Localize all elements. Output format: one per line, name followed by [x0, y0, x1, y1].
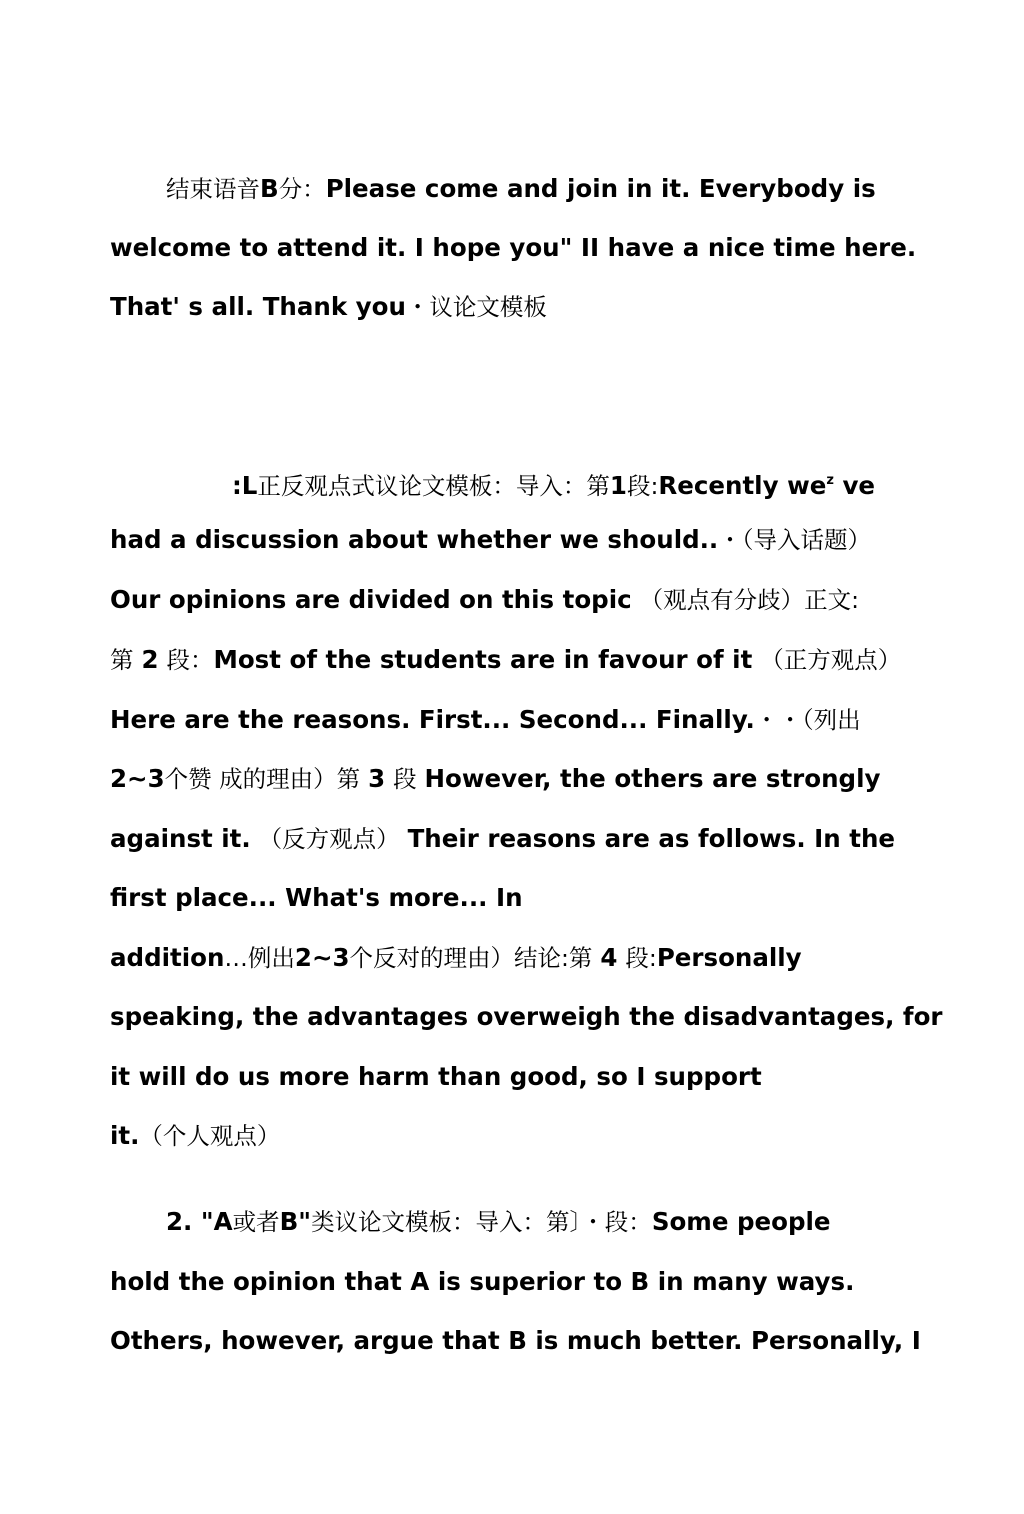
text-line	[110, 1119, 920, 1153]
text-run: 类议论文模板：导入：第〕・段：	[311, 1208, 652, 1236]
text-run: 2~3	[294, 943, 350, 972]
text-run: it will do us more harm than good, so I support	[110, 1062, 762, 1091]
text-run: welcome to attend it. I hope you" II have a nice time here.	[110, 233, 917, 262]
text-run: （观点有分歧）正文:	[639, 586, 860, 614]
text-run: hold the opinion that A is superior to B in many ways.	[110, 1267, 855, 1296]
text-run: Recently we	[658, 471, 827, 500]
text-line	[166, 1205, 916, 1239]
text-line	[110, 881, 920, 915]
text-run: （反方观点）	[258, 825, 400, 853]
text-run: had a discussion about whether we should..	[110, 525, 719, 554]
text-run: That' s all. Thank you	[110, 292, 406, 321]
text-run: Please come and join in it. Everybody is	[325, 174, 876, 203]
text-run: speaking, the advantages overweigh the disadvantages, for	[110, 1002, 943, 1031]
text-line	[166, 172, 976, 206]
text-line	[110, 1265, 920, 1299]
text-run: 1	[609, 471, 627, 500]
text-line	[110, 1060, 920, 1094]
text-run: ・议论文模板	[405, 293, 547, 321]
text-run: B	[260, 174, 279, 203]
text-run: ・（导入话题）	[718, 526, 871, 554]
text-run: :L	[232, 471, 258, 500]
text-line	[232, 464, 912, 503]
text-run: 第	[110, 646, 134, 674]
text-run: 段:	[625, 944, 657, 972]
text-run: …例出	[224, 944, 295, 972]
text-line	[110, 1000, 943, 1034]
text-run: 2	[141, 645, 159, 674]
text-run: 2. "A	[166, 1207, 233, 1236]
text-run: 3	[368, 764, 386, 793]
text-line	[110, 643, 920, 677]
text-run: 2~3	[110, 764, 165, 793]
text-line	[110, 822, 920, 856]
text-run: Their reasons are as follows. In the	[407, 824, 896, 853]
text-run: ・・（列出	[754, 706, 861, 734]
text-run: 段:	[626, 472, 659, 500]
text-line	[110, 523, 920, 557]
text-line	[110, 941, 920, 975]
text-run: 正反观点式议论文模板：导入：第	[257, 472, 610, 500]
text-run: 4	[600, 943, 618, 972]
text-line	[110, 1324, 920, 1358]
text-run: Here are the reasons. First... Second... Finally.	[110, 705, 755, 734]
text-line	[110, 762, 920, 796]
text-line	[110, 583, 920, 617]
text-run: 个反对的理由）结论:第	[349, 944, 593, 972]
text-run: 个赞 成的理由）第	[164, 765, 361, 793]
text-line	[110, 290, 920, 324]
text-run: （个人观点）	[139, 1122, 281, 1150]
text-run: （正方观点）	[760, 646, 902, 674]
text-run: Most of the students are in favour of it	[213, 645, 753, 674]
text-run: Personally	[656, 943, 802, 972]
text-run: it.	[110, 1121, 140, 1150]
text-run: Others, however, argue that B is much better. Personally, I	[110, 1326, 921, 1355]
text-run: against it.	[110, 824, 251, 853]
text-run: ve	[833, 471, 876, 500]
text-run: 结束语音	[166, 175, 260, 203]
text-run: 段：	[166, 646, 214, 674]
text-run: B"	[279, 1207, 312, 1236]
text-run: Our opinions are divided on this topic	[110, 585, 632, 614]
text-run: addition	[110, 943, 225, 972]
text-run: 分：	[278, 175, 326, 203]
superscript-mark: z	[826, 473, 834, 488]
text-run: Some people	[651, 1207, 831, 1236]
text-run: However, the others are strongly	[424, 764, 881, 793]
text-line	[110, 231, 920, 265]
text-run: first place... What's more... In	[110, 883, 523, 912]
text-run: 段	[393, 765, 417, 793]
text-line	[110, 703, 920, 737]
text-run: 或者	[232, 1208, 280, 1236]
